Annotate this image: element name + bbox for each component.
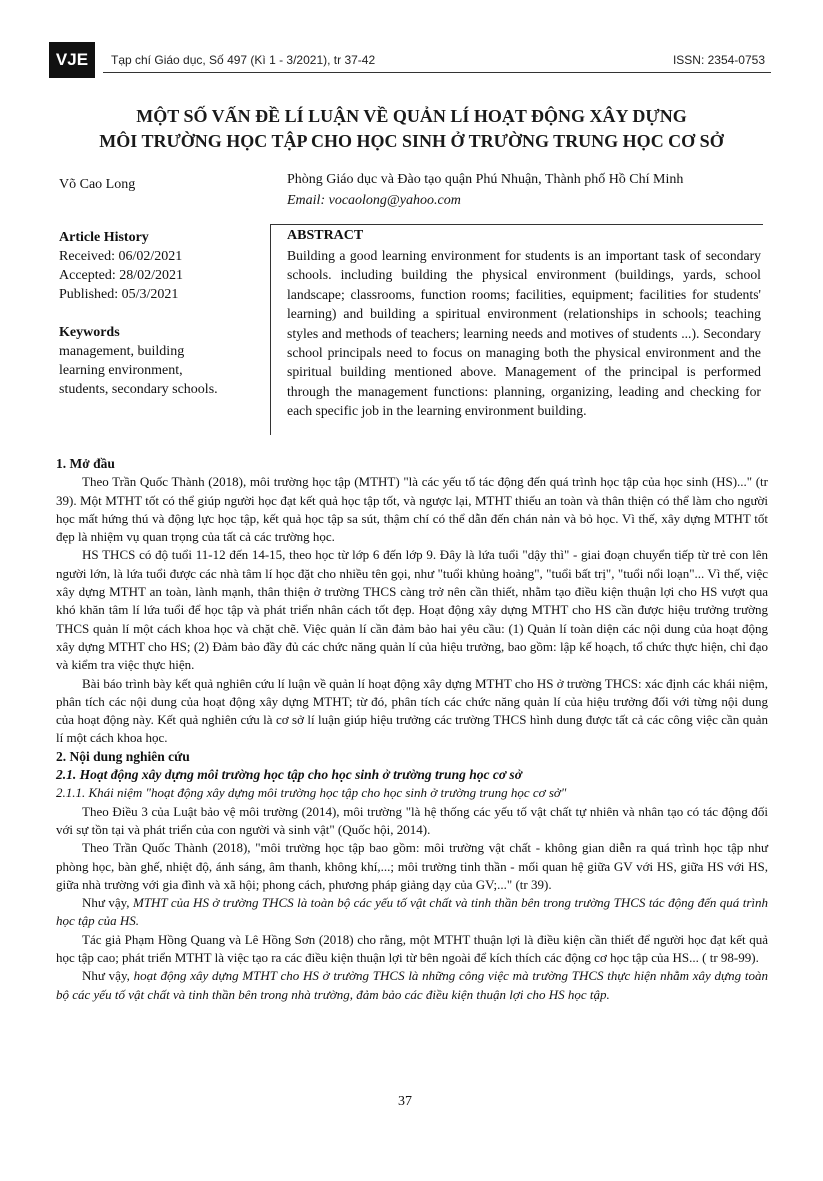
paragraph: Tác giả Phạm Hồng Quang và Lê Hồng Sơn (2018) cho rằng, một MTHT thuận lợi là điều kiện cần thiết để người học đạt kết quả học tập cao; phát triển MTHT là việc tạo ra các điều kiện thuận lợi từ bên ngoài để kích thích các động cơ học tập của HS... ( tr 98-99). bbox=[56, 931, 768, 966]
keywords-line: learning environment, bbox=[59, 363, 183, 378]
page-number: 37 bbox=[398, 1094, 412, 1109]
received-date: Received: 06/02/2021 bbox=[59, 249, 183, 264]
paragraph-lead: Như vậy, bbox=[82, 968, 134, 984]
accepted-date: Accepted: 28/02/2021 bbox=[59, 268, 184, 283]
keywords-heading: Keywords bbox=[59, 325, 120, 340]
affiliation: Phòng Giáo dục và Đào tạo quận Phú Nhuận, Thành phố Hồ Chí Minh bbox=[287, 172, 684, 187]
paragraph: Theo Trần Quốc Thành (2018), môi trường học tập (MTHT) "là các yếu tố tác động đến quá trình học tập của học sinh (HS)..." (tr 39). Một MTHT tốt có thể giúp người học đạt kết quả học tập tốt, và ngược lại, MTHT thiếu an toàn và thân thiện có thể làm cho người học mất hứng thú và động lực học tập, kết quả học tập sa sút, thậm chí có thể dẫn đến chán nản và bỏ học. Vì thế, xây dựng MTHT tốt đẹp là nhiệm vụ quan trọng của tất cả các trường học. bbox=[56, 474, 768, 545]
section-2-heading: 2. Nội dung nghiên cứu bbox=[56, 748, 190, 764]
subsection-2-1-heading: 2.1. Hoạt động xây dựng môi trường học tập cho học sinh ở trường trung học cơ sở bbox=[56, 767, 522, 783]
keywords-block bbox=[59, 323, 269, 399]
abstract-heading: ABSTRACT bbox=[287, 228, 364, 243]
title-line-1: MỘT SỐ VẤN ĐỀ LÍ LUẬN VỀ QUẢN LÍ HOẠT ĐỘNG XÂY DỰNG bbox=[136, 106, 687, 126]
header-rule bbox=[103, 72, 771, 73]
definition-paragraph bbox=[56, 967, 768, 1004]
article-history bbox=[59, 228, 269, 304]
paragraph: Theo Điều 3 của Luật bảo vệ môi trường (2014), môi trường "là hệ thống các yếu tố vật chất tự nhiên và nhân tạo có tác động đối với sự tồn tại và phát triển của con người và sinh vật" (Quốc hội, 2014). bbox=[56, 803, 768, 837]
issn: ISSN: 2354-0753 bbox=[672, 53, 765, 67]
author-affiliation-block bbox=[287, 169, 683, 211]
title-line-2: MÔI TRƯỜNG HỌC TẬP CHO HỌC SINH Ở TRƯỜNG TRUNG HỌC CƠ SỞ bbox=[99, 131, 724, 151]
journal-logo bbox=[49, 42, 95, 78]
definition-text: MTHT của HS ở trường THCS là toàn bộ các yếu tố vật chất và tinh thần bên trong trường THCS tác động đến quá trình học tập của HS. bbox=[56, 895, 768, 929]
paragraph-lead: Như vậy, bbox=[82, 895, 133, 911]
journal-citation: Tạp chí Giáo dục, Số 497 (Kì 1 - 3/2021), tr 37-42 bbox=[111, 53, 376, 67]
keywords-line: students, secondary schools. bbox=[59, 382, 218, 397]
subsection-2-1-1-heading: 2.1.1. Khái niệm "hoạt động xây dựng môi trường học tập cho học sinh ở trường trung học cơ sở" bbox=[56, 785, 567, 801]
article-title bbox=[60, 104, 763, 154]
journal-logo-text: VJE bbox=[55, 50, 89, 69]
paragraph: HS THCS có độ tuổi 11-12 đến 14-15, theo học từ lớp 6 đến lớp 9. Đây là lứa tuổi "dậy thì" - giai đoạn chuyển tiếp từ trẻ con lên người lớn, là lứa tuổi được các nhà tâm lí học đặt cho nhiều tên gọi, như "tuổi khủng hoảng", "tuổi bất trị", "tuổi nổi loạn"... Vì thế, việc xây dựng MTHT an toàn, lành mạnh, thân thiện ở trường THCS càng trở nên cần thiết, nhằm tạo điều kiện thuận lợi cho HS vượt qua khó khăn tâm lí lứa tuổi để học tập và phát triển nhân cách tốt đẹp. Hoạt động xây dựng MTHT cho HS cần được hiệu trưởng trường THCS quản lí một cách khoa học và chặt chẽ. Việc quản lí cần đảm bảo hai yêu cầu: (1) Quản lí toàn diện các nội dung của hoạt động xây dựng MTHT cho HS; (2) Đảm bảo đầy đủ các chức năng quản lí của hiệu trưởng, bao gồm: lập kế hoạch, tổ chức thực hiện, chỉ đạo và kiểm tra việc thực hiện. bbox=[56, 547, 768, 673]
section-1-heading: 1. Mở đầu bbox=[56, 456, 115, 471]
author-name: Võ Cao Long bbox=[59, 177, 136, 192]
paragraph: Bài báo trình bày kết quả nghiên cứu lí luận về quản lí hoạt động xây dựng MTHT cho HS ở trường THCS: xác định các khái niệm, phân tích các nội dung của hoạt động xây dựng MTHT; từ đó, phân tích các chức năng quản lí của hiệu trưởng đối với từng nội dung của hoạt động này. Kết quả nghiên cứu là cơ sở lí luận giúp hiệu trưởng các trường THCS hình dung được tất cả các công việc cần quản lí một cách khoa học. bbox=[56, 675, 768, 746]
paragraph: Theo Trần Quốc Thành (2018), "môi trường học tập bao gồm: môi trường vật chất - không gian diễn ra quá trình học tập như phòng học, bàn ghế, nhiệt độ, ánh sáng, âm thanh, không khí,...; môi trường tinh thần - mối quan hệ giữa GV với HS, giữa HS với HS, giữa nhà trường với gia đình và xã hội; phong cách, phương pháp giảng dạy của GV;..." (tr 39). bbox=[56, 840, 768, 892]
keywords-line: management, building bbox=[59, 344, 185, 359]
running-header bbox=[103, 47, 771, 73]
abstract-text: Building a good learning environment for students is an important task of secondary schools. including building the physical environment (buildings, yards, school landscape; classrooms, function rooms; facilities, equipment; facilities for students' learning) and building a spiritual environment (relationships in schools; teaching styles and methods of teachers; learning needs and motives of students ...). Secondary school principals need to focus on managing both the physical environment and the spiritual building mentioned above. Management of the principal is performed through the management functions: planning, organizing, leading and checking for each specific job in the learning environment building. bbox=[287, 248, 761, 419]
definition-paragraph bbox=[56, 894, 768, 931]
section-1 bbox=[56, 455, 768, 1004]
published-date: Published: 05/3/2021 bbox=[59, 287, 179, 302]
history-heading: Article History bbox=[59, 230, 149, 245]
author-email: Email: vocaolong@yahoo.com bbox=[287, 193, 461, 208]
definition-text: hoạt động xây dựng MTHT cho HS ở trường THCS là những công việc mà trường THCS thực hiện nhằm xây dựng toàn bộ các yếu tố vật chất và tinh thần bên trong nhà trường, đảm bảo các điều kiện thuận lợi cho HS học tập. bbox=[56, 968, 768, 1002]
